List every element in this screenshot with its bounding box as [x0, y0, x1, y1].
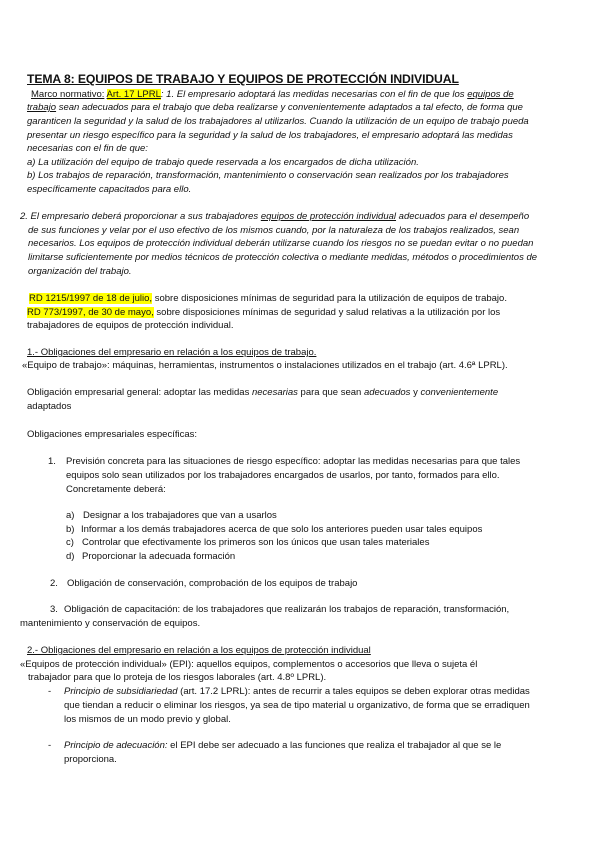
item1-number: 1.	[48, 456, 56, 467]
para2-line-3: necesarios. Los equipos de protección individual deberán utilizarse cuando los riesgos no se puedan evitar o no puedan	[28, 238, 534, 249]
marco-label: Marco normativo:	[31, 89, 105, 100]
general-italic-3: convenientemente	[420, 387, 499, 398]
para2-text: 2. El empresario deberá proporcionar a sus trabajadores	[20, 211, 261, 222]
item1-line-3: Concretamente deberá:	[66, 484, 166, 495]
subitem-b-marker: b)	[66, 524, 75, 535]
para2-line-4: limitarse suficientemente por medios técnicos de protección colectiva o mediante medidas, métodos o procedimientos de	[28, 252, 538, 263]
principle-2-title: Principio de adecuación:	[64, 740, 168, 751]
item3-number: 3.	[50, 604, 58, 615]
art-highlight: Art. 17 LPRL	[106, 89, 161, 100]
intro-line-7: b) Los trabajos de reparación, transformación, mantenimiento o conservación sean realizados por los trabajadores	[27, 170, 509, 181]
para2-text-b: adecuados para el desempeño	[396, 211, 530, 222]
para2-line-2: de sus funciones y velar por el uso efectivo de los mismos cuando, por la naturaleza de los trabajos realizados, sean	[28, 225, 520, 236]
intro-line-6: a) La utilización del equipo de trabajo quede reservada a los encargados de dicha utilización.	[27, 157, 419, 168]
item1-line-1: Previsión concreta para las situaciones de riesgo específico: adoptar las medidas necesarias para que tales	[66, 456, 521, 467]
general-italic-2: adecuados	[363, 387, 411, 398]
item2: Obligación de conservación, comprobación de los equipos de trabajo	[67, 578, 358, 589]
intro-text: : 1. El empresario adoptará las medidas necesarias con el fin de que los	[160, 89, 468, 100]
general-obligation	[27, 387, 498, 399]
subitem-c-marker: c)	[66, 537, 74, 548]
subitem-d-marker: d)	[66, 551, 75, 562]
subitem-b: Informar a los demás trabajadores acerca de que solo los anteriores pueden usar tales equipos	[81, 524, 483, 535]
principle-1-line-3: los mismos de un modo previo y global.	[64, 714, 231, 725]
item2-number: 2.	[50, 578, 58, 589]
intro-line-5: necesarias con el fin de que:	[27, 143, 148, 154]
rd-line-1	[29, 293, 507, 305]
intro-line-2	[27, 102, 523, 114]
principle-2-text: el EPI debe ser adecuado a las funciones que realiza el trabajador al que se le	[167, 740, 502, 751]
intro-text-2: sean adecuados para el trabajo que deba realizarse y convenientemente adaptados a tal efecto, de forma que	[56, 102, 523, 113]
intro-line-3: garanticen la seguridad y la salud de los trabajadores al utilizarlos. Cuando la utilización de un equipo de trabajo pueda	[27, 116, 529, 127]
intro-underline-2: trabajo	[27, 102, 57, 113]
section2-def-1: «Equipos de protección individual» (EPI): aquellos equipos, complementos o accesorios que lleva o sujeta él	[20, 659, 478, 670]
bullet-2: -	[48, 740, 52, 751]
item3-line-1: Obligación de capacitación: de los trabajadores que realizarán los trabajos de reparación, transformación,	[64, 604, 510, 615]
principle-1-text: (art. 17.2 LPRL): antes de recurrir a tales equipos se deben explorar otras medidas	[177, 686, 530, 697]
intro-line-1	[31, 89, 514, 101]
item3-line-2: mantenimiento y conservación de equipos.	[20, 618, 201, 629]
section1-heading: 1.- Obligaciones del empresario en relación a los equipos de trabajo.	[27, 347, 317, 358]
para2-underline: equipos de protección individual	[260, 211, 397, 222]
principle-1-title: Principio de subsidiariedad	[64, 686, 178, 697]
principle-1-line-2: que tiendan a reducir o eliminar los riesgos, ya sea de tipo material u organizativo, de forma que se erradiquen	[64, 700, 530, 711]
principle-2-line-1	[64, 740, 501, 752]
subitem-a: Designar a los trabajadores que van a usarlos	[83, 510, 277, 521]
general-italic-1: necesarias	[251, 387, 298, 398]
rd2-highlight: RD 773/1997, de 30 de mayo,	[27, 307, 154, 318]
subitem-c: Controlar que efectivamente los primeros son los únicos que usan tales materiales	[82, 537, 430, 548]
subitem-d: Proporcionar la adecuada formación	[82, 551, 236, 562]
section2-heading: 2.- Obligaciones del empresario en relación a los equipos de protección individual	[27, 645, 371, 656]
intro-line-4: presentar un riesgo específico para la seguridad y la salud de los trabajadores, el empresario adoptará las medidas	[27, 130, 513, 141]
subitem-a-marker: a)	[66, 510, 75, 521]
rd1-highlight: RD 1215/1997 de 18 de julio,	[29, 293, 153, 304]
page-title: TEMA 8: EQUIPOS DE TRABAJO Y EQUIPOS DE PROTECCIÓN INDIVIDUAL	[27, 72, 459, 86]
bullet-1: -	[48, 686, 52, 697]
rd-line-2	[27, 307, 500, 319]
rd-line-3: trabajadores de equipos de protección individual.	[27, 320, 234, 331]
general-text: Obligación empresarial general: adoptar las medidas	[27, 387, 252, 398]
para2-line-1	[20, 211, 529, 223]
intro-underline: equipos de	[467, 89, 514, 100]
principle-2-line-2: proporciona.	[64, 754, 117, 765]
item1-line-2: equipos solo sean utilizados por los trabajadores encargados de usarlos, por tanto, formados para ello.	[66, 470, 500, 481]
intro-line-8: específicamente capacitados para ello.	[27, 184, 192, 195]
general-text-b: para que sean	[297, 387, 364, 398]
rd2-text: sobre disposiciones mínimas de seguridad y salud relativas a la utilización por los	[153, 307, 501, 318]
para2-line-5: organización del trabajo.	[28, 266, 132, 277]
general-obligation-cont: adaptados	[27, 401, 72, 412]
general-text-c: y	[410, 387, 421, 398]
rd1-text: sobre disposiciones mínimas de seguridad para la utilización de equipos de trabajo.	[152, 293, 507, 304]
section1-definition: «Equipo de trabajo»: máquinas, herramientas, instrumentos o instalaciones utilizados en el trabajo (art. 4.6ª LPRL).	[22, 360, 508, 371]
section2-def-2: trabajador para que lo proteja de los riesgos laborales (art. 4.8º LPRL).	[28, 672, 327, 683]
principle-1-line-1	[64, 686, 530, 698]
specific-obligations-label: Obligaciones empresariales específicas:	[27, 429, 198, 440]
